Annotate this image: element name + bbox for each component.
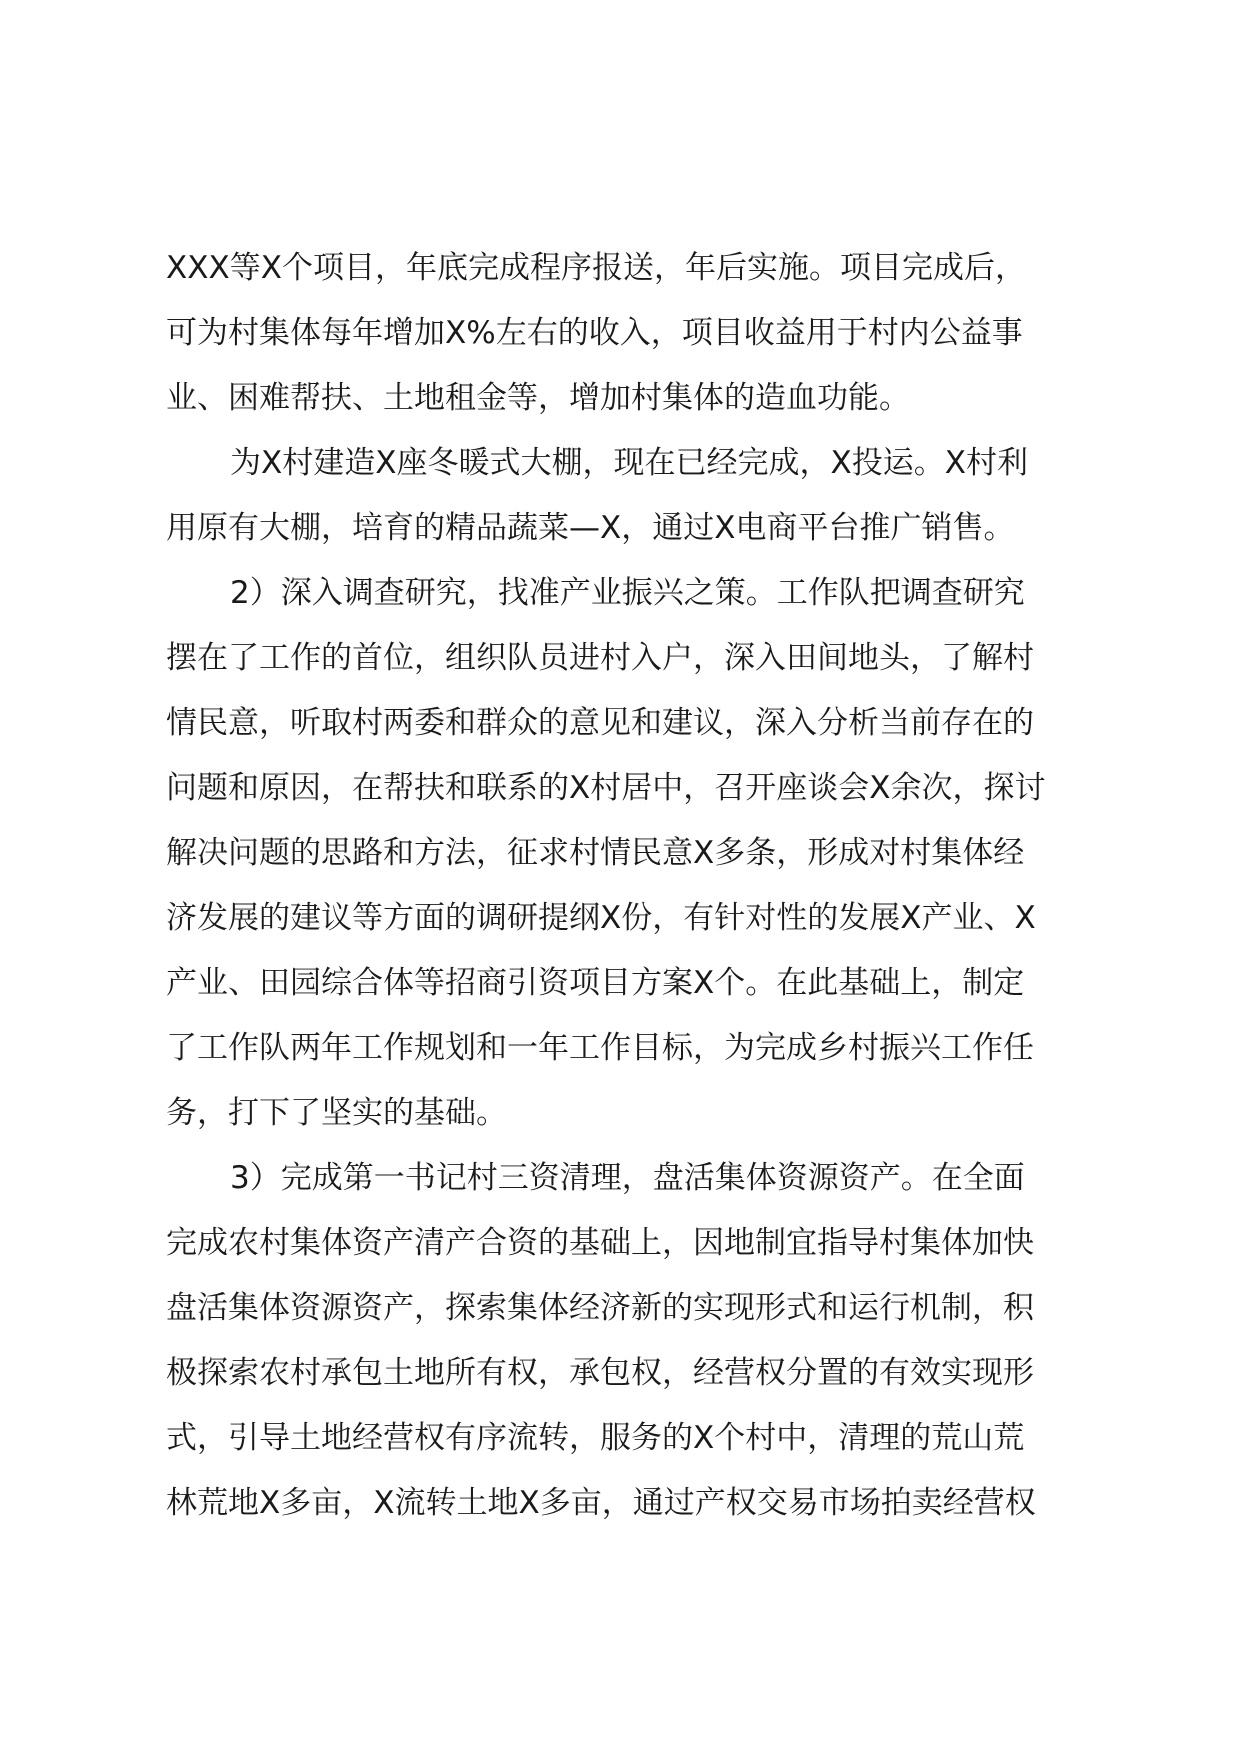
text-line: 济发展的建议等方面的调研提纲X份，有针对性的发展X产业、X <box>166 900 1036 936</box>
text-line: 问题和原因，在帮扶和联系的X村居中，召开座谈会X余次，探讨 <box>166 770 1046 806</box>
text-line: 情民意，听取村两委和群众的意见和建议，深入分析当前存在的 <box>166 705 1034 741</box>
text-line: 可为村集体每年增加X%左右的收入，项目收益用于村内公益事 <box>166 315 1023 351</box>
paragraph-first-line: 2）深入调查研究，找准产业振兴之策。工作队把调查研究 <box>230 575 1025 611</box>
text-line: 产业、田园综合体等招商引资项目方案X个。在此基础上，制定 <box>166 965 1025 1001</box>
text-line: 林荒地X多亩，X流转土地X多亩，通过产权交易市场拍卖经营权 <box>166 1485 1036 1521</box>
text-line: 摆在了工作的首位，组织队员进村入户，深入田间地头，了解村 <box>166 640 1034 676</box>
paragraph-first-line: 为X村建造X座冬暖式大棚，现在已经完成，X投运。X村利 <box>230 445 1028 481</box>
text-line: 务，打下了坚实的基础。 <box>166 1095 507 1131</box>
paragraph-first-line: 3）完成第一书记村三资清理，盘活集体资源资产。在全面 <box>230 1160 1025 1196</box>
text-line: 解决问题的思路和方法，征求村情民意X多条，形成对村集体经 <box>166 835 1025 871</box>
text-line: 完成农村集体资产清产合资的基础上，因地制宜指导村集体加快 <box>166 1225 1034 1261</box>
text-line: XXX等X个项目，年底完成程序报送，年后实施。项目完成后， <box>166 250 1026 286</box>
text-line: 式，引导土地经营权有序流转，服务的X个村中，清理的荒山荒 <box>166 1420 1025 1456</box>
text-line: 用原有大棚，培育的精品蔬菜—X，通过X电商平台推广销售。 <box>166 510 1015 546</box>
text-line: 业、困难帮扶、土地租金等，增加村集体的造血功能。 <box>166 380 910 416</box>
text-line: 盘活集体资源资产，探索集体经济新的实现形式和运行机制，积 <box>166 1290 1034 1326</box>
text-line: 了工作队两年工作规划和一年工作目标，为完成乡村振兴工作任 <box>166 1030 1034 1066</box>
body-text <box>166 236 1114 1536</box>
text-line: 极探索农村承包土地所有权，承包权，经营权分置的有效实现形 <box>166 1355 1034 1391</box>
